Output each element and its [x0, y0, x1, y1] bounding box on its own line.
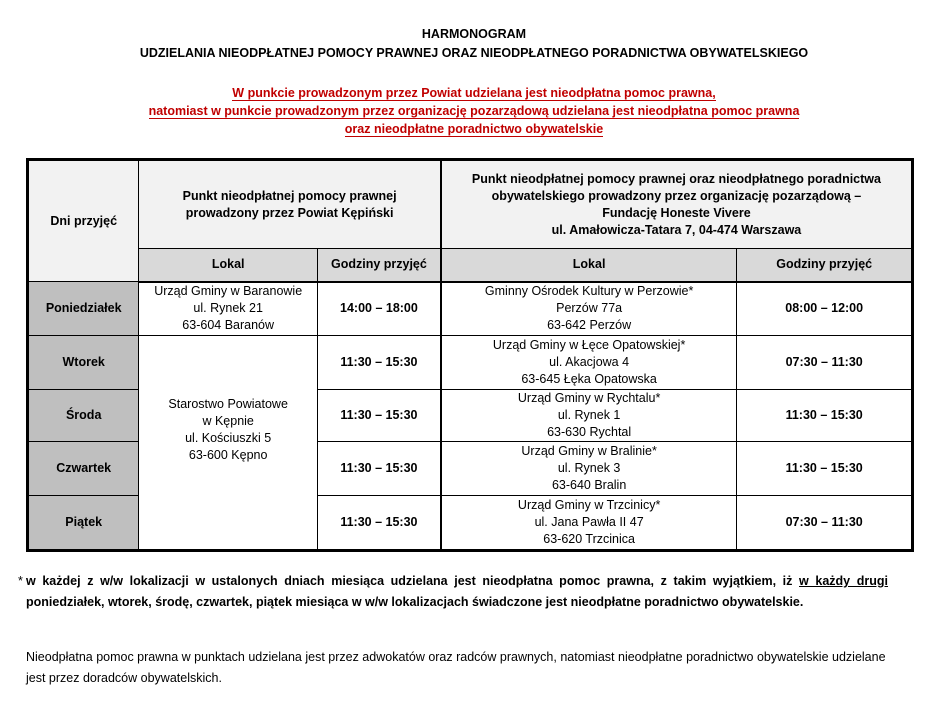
days-header: Dni przyjęć: [28, 160, 139, 282]
col-lokal-powiat: Lokal: [139, 249, 318, 282]
powiat-hours: 11:30 – 15:30: [317, 390, 440, 442]
schedule-table: [26, 158, 914, 552]
powiat-hours: 14:00 – 18:00: [317, 282, 440, 336]
ngo-hours: 08:00 – 12:00: [737, 282, 913, 336]
ngo-header: [441, 160, 913, 249]
ngo-header-line-2: Fundację Honeste Vivere: [602, 205, 751, 220]
document-subtitle: UDZIELANIA NIEODPŁATNEJ POMOCY PRAWNEJ ORAZ NIEODPŁATNEGO PORADNICTWA OBYWATELSKIEGO: [139, 46, 809, 60]
ngo-location: Gminny Ośrodek Kultury w Perzowie* Perzów 77a 63-642 Perzów: [441, 282, 737, 336]
footnote: [18, 571, 889, 613]
day-cell: Wtorek: [28, 336, 139, 390]
powiat-location: Urząd Gminy w Baranowie ul. Rynek 21 63-604 Baranów: [139, 282, 318, 336]
col-hours-powiat: Godziny przyjęć: [317, 249, 440, 282]
footnote-star: *: [18, 574, 23, 588]
powiat-hours: 11:30 – 15:30: [317, 496, 440, 551]
powiat-hours: 11:30 – 15:30: [317, 442, 440, 496]
footnote-emphasis: w każdy drugi: [799, 574, 889, 588]
powiat-hours: 11:30 – 15:30: [317, 336, 440, 390]
ngo-header-line-3: ul. Amałowicza-Tatara 7, 04-474 Warszawa: [551, 222, 802, 237]
notice-line-3: oraz nieodpłatne poradnictwo obywatelskie: [344, 122, 604, 136]
ngo-hours: 11:30 – 15:30: [737, 442, 913, 496]
col-hours-ngo: Godziny przyjęć: [737, 249, 913, 282]
day-cell: Piątek: [28, 496, 139, 551]
closing-note: Nieodpłatna pomoc prawna w punktach udzielana jest przez adwokatów oraz radców prawnych, natomiast nieodpłatne poradnictwo obywatelskie udzielane jest przez doradców obywatelskich.: [26, 650, 886, 685]
day-cell: Czwartek: [28, 442, 139, 496]
table-row: [28, 282, 913, 336]
col-lokal-ngo: Lokal: [441, 249, 737, 282]
ngo-hours: 07:30 – 11:30: [737, 336, 913, 390]
ngo-hours: 07:30 – 11:30: [737, 496, 913, 551]
notice-line-2: natomiast w punkcie prowadzonym przez organizację pozarządową udzielana jest nieodpłatna pomoc prawna: [148, 104, 800, 118]
powiat-header: Punkt nieodpłatnej pomocy prawnej prowadzony przez Powiat Kępiński: [139, 160, 441, 249]
ngo-header-line-1: Punkt nieodpłatnej pomocy prawnej oraz nieodpłatnego poradnictwa obywatelskiego prowadzony przez organizację pozarządową –: [471, 171, 881, 203]
ngo-location: Urząd Gminy w Bralinie* ul. Rynek 3 63-640 Bralin: [441, 442, 737, 496]
ngo-location: Urząd Gminy w Rychtalu* ul. Rynek 1 63-630 Rychtal: [441, 390, 737, 442]
powiat-shared-location: Starostwo Powiatowe w Kępnie ul. Kościuszki 5 63-600 Kępno: [139, 336, 318, 551]
footnote-text-b: poniedziałek, wtorek, środę, czwartek, piątek miesiąca w w/w lokalizacjach świadczone jest nieodpłatne poradnictwo obywatelskie.: [26, 595, 804, 609]
notice-line-1: W punkcie prowadzonym przez Powiat udzielana jest nieodpłatna pomoc prawna,: [232, 86, 716, 100]
table-row: [28, 336, 913, 390]
ngo-location: Urząd Gminy w Łęce Opatowskiej* ul. Akacjowa 4 63-645 Łęka Opatowska: [441, 336, 737, 390]
document-title: HARMONOGRAM: [421, 27, 527, 41]
ngo-hours: 11:30 – 15:30: [737, 390, 913, 442]
ngo-location: Urząd Gminy w Trzcinicy* ul. Jana Pawła II 47 63-620 Trzcinica: [441, 496, 737, 551]
day-cell: Poniedziałek: [28, 282, 139, 336]
day-cell: Środa: [28, 390, 139, 442]
footnote-text-a: w każdej z w/w lokalizacji w ustalonych dniach miesiąca udzielana jest nieodpłatna pomoc prawna, z takim wyjątkiem, iż: [26, 574, 800, 588]
